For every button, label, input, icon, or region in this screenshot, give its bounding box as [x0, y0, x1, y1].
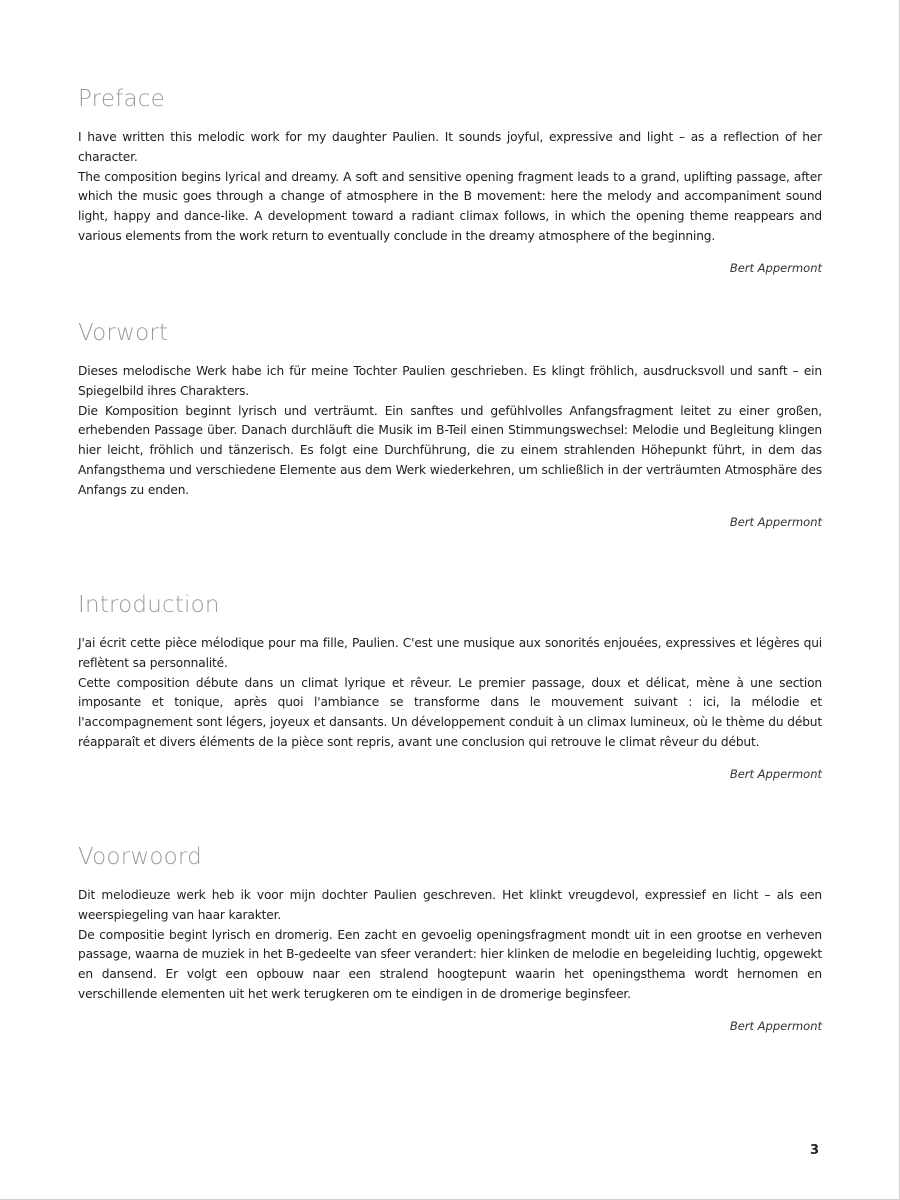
section-body — [78, 886, 822, 1005]
section-heading: Introduction — [78, 592, 220, 618]
author-signature: Bert Appermont — [729, 1018, 822, 1033]
paragraph: Cette composition débute dans un climat lyrique et rêveur. Le premier passage, doux et délicat, mène à une section imposante et tonique, après quoi l'ambiance se transforme dans le mouvement suivant : ici, la mélodie et l'accompagnement sont légers, joyeux et dansants. Un développement conduit à un climax lumineux, où le thème du début réapparaît et divers éléments de la pièce sont repris, avant une conclusion qui retrouve le climat rêveur du début. — [78, 675, 822, 749]
section-body — [78, 634, 822, 753]
preface-section — [78, 84, 822, 277]
paragraph: Die Komposition beginnt lyrisch und verträumt. Ein sanftes und gefühlvolles Anfangsfragment leitet zu einer großen, erhebenden Passage über. Danach durchläuft die Musik im B-Teil einen Stimmungswechsel: Melodie und Begleitung klingen hier leicht, fröhlich und tänzerisch. Es folgt eine Durchführung, die zu einem strahlenden Höhepunkt führt, in dem das Anfangsthema und verschiedene Elemente aus dem Werk wiederkehren, um schließlich in der verträumten Atmosphäre des Anfangs zu enden. — [78, 403, 822, 497]
section-body — [78, 362, 822, 501]
vorwort-section — [78, 318, 822, 531]
paragraph: De compositie begint lyrisch en dromerig. Een zacht en gevoelig openingsfragment mondt uit in een grootse en verheven passage, waarna de muziek in het B-gedeelte van sfeer verandert: hier klinken de melodie en begeleiding luchtig, opgewekt en dansend. Er volgt een opbouw naar een stralend hoogtepunt waarin het openingsthema wordt hernomen en verschillende elementen uit het werk terugkeren om te eindigen in de dromerige beginsfeer. — [78, 927, 822, 1001]
paragraph: Dieses melodische Werk habe ich für meine Tochter Paulien geschrieben. Es klingt fröhlich, ausdrucksvoll und sanft – ein Spiegelbild ihres Charakters. — [78, 364, 822, 398]
author-signature: Bert Appermont — [729, 766, 822, 781]
voorwoord-section — [78, 842, 822, 1035]
author-signature: Bert Appermont — [729, 514, 822, 529]
paragraph: J'ai écrit cette pièce mélodique pour ma fille, Paulien. C'est une musique aux sonorités enjouées, expressives et légères qui reflètent sa personnalité. — [78, 636, 822, 670]
section-heading: Voorwoord — [78, 844, 202, 870]
section-heading: Vorwort — [78, 320, 169, 346]
section-heading: Preface — [78, 86, 165, 112]
author-signature: Bert Appermont — [729, 260, 822, 275]
paragraph: Dit melodieuze werk heb ik voor mijn dochter Paulien geschreven. Het klinkt vreugdevol, expressief en licht – als een weerspiegeling van haar karakter. — [78, 888, 822, 922]
introduction-section — [78, 590, 822, 783]
paragraph: I have written this melodic work for my daughter Paulien. It sounds joyful, expressive and light – as a reflection of her character. — [78, 130, 822, 164]
page-number: 3 — [809, 1143, 819, 1158]
section-body — [78, 128, 822, 247]
paragraph: The composition begins lyrical and dreamy. A soft and sensitive opening fragment leads to a grand, uplifting passage, after which the music goes through a change of atmosphere in the B movement: here the melody and accompaniment sound light, happy and dance-like. A development toward a radiant climax follows, in which the opening theme reappears and various elements from the work return to eventually conclude in the dreamy atmosphere of the beginning. — [78, 169, 822, 243]
